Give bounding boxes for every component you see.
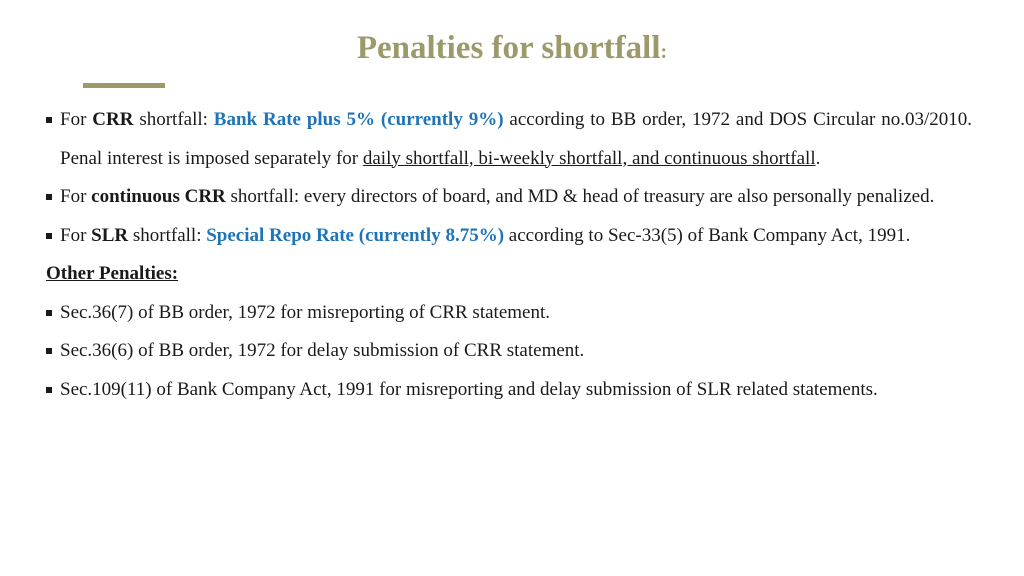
bullet-continuous-crr [46, 178, 972, 217]
slide-title-text: Penalties for shortfall [356, 30, 661, 66]
bullet-other-3 [46, 371, 972, 410]
text-run: according to BB order, 1972 and DOS Circular no.03/2010. Penal interest is imposed separately for [60, 109, 972, 169]
other-penalties-heading: Other Penalties: [46, 263, 179, 284]
highlighted-rate: Bank Rate plus 5% (currently 9%) [213, 109, 504, 130]
slide-content [46, 101, 972, 409]
square-bullet-icon [46, 233, 52, 239]
text-run: shortfall: [128, 224, 207, 246]
bullet-other-1 [46, 294, 972, 333]
underlined-text: daily shortfall, bi-weekly shortfall, and continuous shortfall [362, 147, 816, 169]
text-run: Sec.36(6) of BB order, 1972 for delay submission of CRR statement. [60, 340, 585, 361]
text-run: Sec.36(7) of BB order, 1972 for misreporting of CRR statement. [60, 301, 550, 323]
bullet-slr-shortfall [46, 217, 972, 256]
text-run: shortfall: [133, 109, 214, 130]
bold-term: continuous CRR [91, 186, 226, 207]
square-bullet-icon [46, 387, 52, 393]
square-bullet-icon [46, 348, 52, 354]
text-run: Sec.109(11) of Bank Company Act, 1991 for misreporting and delay submission of SLR related statements. [60, 378, 878, 400]
slide-title [0, 30, 1024, 67]
text-run: according to Sec-33(5) of Bank Company Act, 1991. [504, 224, 911, 246]
title-underline-bar [83, 83, 165, 88]
text-run: For [60, 186, 92, 207]
bold-term: SLR [91, 224, 129, 246]
highlighted-rate: Special Repo Rate (currently 8.75%) [206, 224, 505, 246]
slide-title-colon: : [660, 41, 668, 63]
square-bullet-icon [46, 194, 52, 200]
square-bullet-icon [46, 310, 52, 316]
text-run: . [815, 147, 821, 169]
square-bullet-icon [46, 117, 52, 123]
text-run: For [60, 224, 92, 246]
bold-term: CRR [92, 109, 134, 130]
bullet-other-2 [46, 332, 972, 371]
text-run: For [60, 109, 93, 130]
bullet-crr-shortfall [46, 101, 972, 178]
text-run: shortfall: every directors of board, and MD & head of treasury are also personally penalized. [225, 186, 935, 207]
